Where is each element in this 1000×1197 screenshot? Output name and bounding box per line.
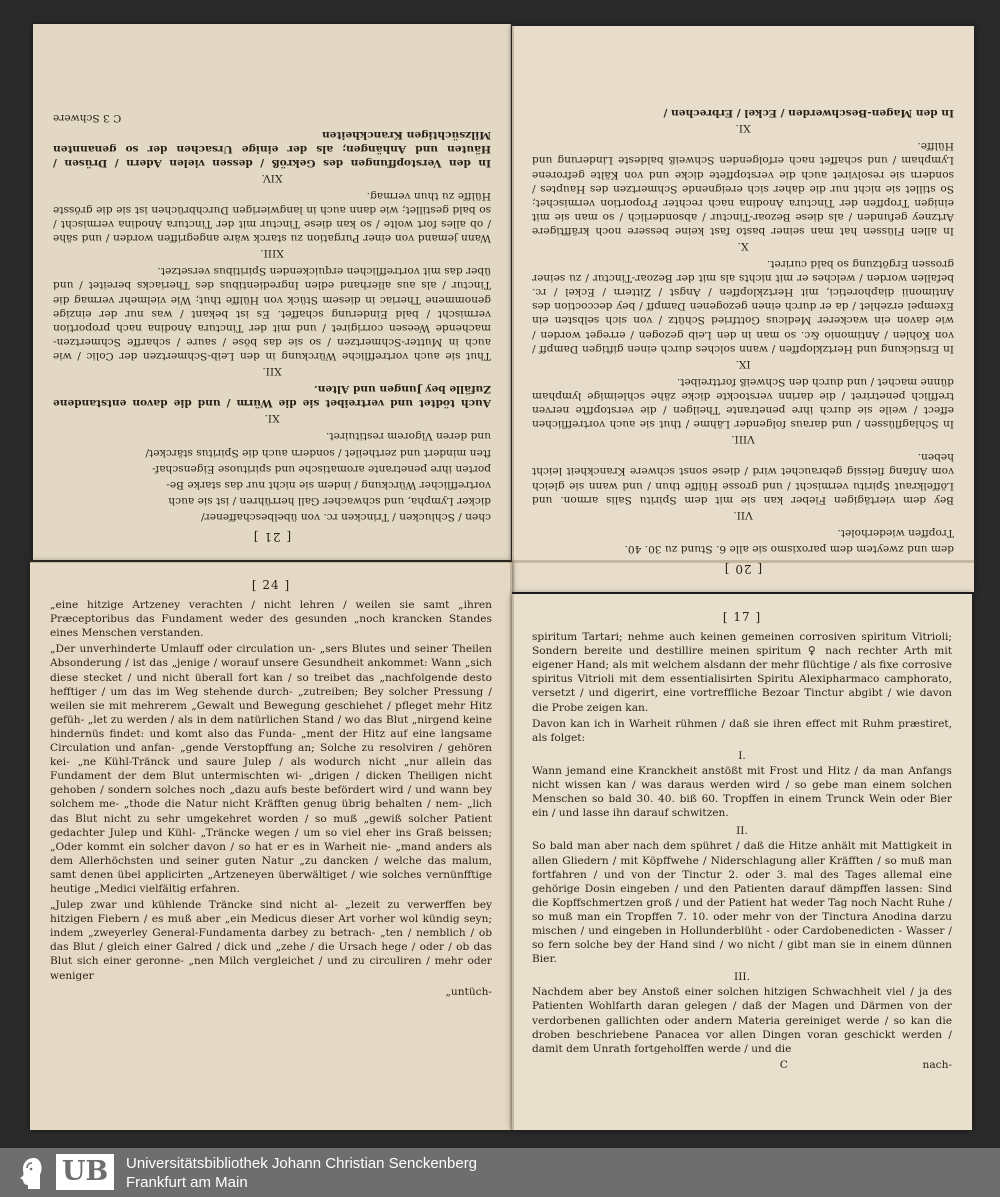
section-heading: I. bbox=[738, 749, 746, 762]
section-text: So bald man aber nach dem spühret / daß die Hitze anhält mit Mattigkeit in allen Gliedern / mit Köpffwehe / Niderschlagung aller Kräfften / so muß man fortfahren / und von der Tinctur 2. oder 3. mal des Tages allemal eine gehörige Dosin eingeben / und den Patienten darauf dämpffen lassen: Sind die Kopffschmertzen groß / und der Patient hat weder Tag noch Nacht Ruhe / so muß man ein Tropffen 7. 10. oder mehr von der Tinctura Anodina darzu mischen / und eingeben in Hollunderblüht - oder Cardobenedicten - Wasser / so fern solche bey der Hand sind / wo nicht / gibt man sie in einem dünnen Bier. bbox=[532, 840, 952, 966]
page-21-content bbox=[33, 24, 511, 560]
section-text: In Erstickung und Hertzklopffen / wann solches durch einen giftigen Dampff / von Kohlen / Antimonio &c. so man in den Leib gezogen / erreget worden / wie davon ein wackerer Medicus Gottfried Schütz / von sich selbsten ein Exempel erzehlet / da er durch einen gezogenen Dampff / bey deccoction des Antimonii diaphoretici, mit Hertzklopffen / Angst / Zittern / Eckel / rc. befallen worden / welches er mit nichts als mit der Bezoar-Tinctur / zu seiner grossen Ergötzung so bald curiret. bbox=[532, 258, 954, 355]
vertical-fold bbox=[510, 24, 514, 1130]
text-line: und deren Vigorem restituiret. bbox=[326, 430, 491, 443]
page-20-content bbox=[512, 26, 974, 592]
section-text: In den Verstopffungen des Gekröß / dessen vielen Adern / Drüsen / Häuten und Anhängen; als der einige Ursachen der so genannten Milzsüchtigen Kranckheiten bbox=[53, 128, 491, 169]
text-line: porten ihre penetrante aromatische und spirituose Eigenschaf- bbox=[152, 462, 491, 475]
section-text: Thut sie auch vortreffliche Würckung in den Leib-Schmertzen der Colic / wie auch in Mutter-Schmertzen / so sie das böse / saure / scharffe Schmertzen-machende Weesen corrigiret / und mit der Tinctura Anodina nach proportion vermischt / bald Einderung schaffet. Es ist bekant / was nur der einzige genommene Theriac in diesem Stück von Hülffe thut; Wie vielmehr vermag die Tinctur / als aus allerhand edlen Ingredientibus des Theriacks bereitet / und über das mit vortrefflichen erquickenden Spiritibus versetzet. bbox=[53, 265, 491, 362]
section-text: Wann jemand von einer Purgation zu starck wäre angegriffen worden / und sähe / ob alles fort wolte / so kan diese Tinctur mit der Tinctura Anodina vermischt / so bald gestillet; wie dann auch in langwierigen Durchbrüchen ist sie die grösste Hülffe zu thun vermag. bbox=[53, 189, 491, 245]
library-footer bbox=[0, 1148, 1000, 1197]
section-heading: VIII. bbox=[731, 433, 755, 446]
text-line: chen / Schlucken / Trincken rc. von übelbeschaffener/ bbox=[201, 510, 491, 523]
section-text: Auch tödtet und vertreibet sie die Würm / und die davon entstandene Zufälle bey Jungen und Alten. bbox=[53, 383, 491, 410]
paragraph: „eine hitzige Artzeney verachten / nicht lehren / weilen sie samt „ihren Præceptoribus das Fundament weder des gesunden „noch krancken Standes eines Menschen verstanden. bbox=[50, 599, 492, 640]
text-line: Tropffen wiederholet. bbox=[837, 526, 954, 539]
paragraph: „Julep zwar und kühlende Träncke sind nicht al- „lezeit zu verwerffen bey hitzigen Fiebern / es muß aber „ein Medicus dieser Art vorher wol kündig seyn; indem „zweyerley General-Fundamenta darbey zu betrach- „ten / nemblich / ob das Blut / gleich einer Galred / dick und „zehe / die Ursach hege / oder / ob das Blut sich einer geronne- „nen Milch vergleichet / und zu circuliren / mehr oder weniger bbox=[50, 899, 492, 982]
section-heading: XII. bbox=[262, 365, 282, 378]
page-number: [ 24 ] bbox=[251, 578, 291, 592]
page-17 bbox=[512, 594, 972, 1130]
page-24 bbox=[30, 562, 512, 1130]
institution-city: Frankfurt am Main bbox=[126, 1174, 248, 1191]
ub-logo-text: UB bbox=[56, 1154, 114, 1190]
institution-name[interactable]: Universitätsbibliothek Johann Christian Senckenberg bbox=[126, 1155, 478, 1172]
page-number: [ 20 ] bbox=[723, 562, 763, 576]
paragraph: „Der unverhinderte Umlauff oder circulation un- „sers Blutes und seiner Theilen Absonderung / ist das „jenige / worauf unsere Gesundheit ankommet: Wann „sich diese stecket / und nicht überall fort kan / so treibet das „nachfolgende desto hefftiger / um das im Weg stehende durch- „zutreiben; Bey solcher Pressung / weilen sie mit mehrerem „Gewalt und Bewegung geschiehet / pfleget mehr Hitz gefüh- „let zu werden / als in dem natürlichen Stand / wo das Blut „nirgend keine hindernüs findet: und komt also das Funda- „ment der Hitz auf eine langsame Circulation und anfan- „gende Verstopffung an; Solche zu resolviren / gehören kei- „ne Kühl-Tränck und saure Julep / als wodurch nicht „nur allein das Fundament der dem Blut untermischten wi- „drigen / dicken Theiligen nicht gehoben / sondern solches noch „dazu aufs beste befördert wird / und wann bey solchem me- „thode die Natur nicht Kräfften genug übrig behalten / nem- „lich das Blut nicht zu sehr umgekehret worden / so muß „gewiß solcher Patient gedachter Julep und Kühl- „Träncke wegen / um so viel eher ins Graß beissen; „Oder kommt ein solcher davon / so hat er es in Warheit nie- „mand anders als dem Allerhöchsten und seiner guten Natur „zu dancken / welche das malum, samt denen übel applicirten „Artzeneyen überwältiget / wie solches vernünfftige heutige „Medici vielfältig erfahren. bbox=[50, 643, 492, 895]
text-line: dicker Lympha, und schwacher Gall herrühren / ist sie auch bbox=[168, 494, 491, 507]
signature-mark: C bbox=[779, 1058, 788, 1071]
catchword-text: nach- bbox=[922, 1058, 952, 1071]
section-heading: X. bbox=[737, 240, 749, 253]
signature-mark: C 3 Schwere bbox=[53, 112, 122, 125]
section-heading: XIII. bbox=[260, 247, 284, 260]
section-heading: XI. bbox=[735, 122, 751, 135]
paragraph: spiritum Tartari; nehme auch keinen gemeinen corrosiven spiritum Vitrioli; Sondern bereite und destillire meinen spiritum ♀ nach rechter Arth mit eigener Hand; als mit welchem alsdann der mehr flüchtige / als fixe corrosive spiritus Vitrioli mit dem essentialisirten Spiritu Alexipharmaco camphorato, versetzt / und digerirt, eine vortreffliche Bezoar Tinctur abgibt / wie davon die Probe zeigen kan. bbox=[532, 631, 952, 714]
section-text: In Schlagflüssen / und daraus folgender Lähme / thut sie auch vortrefflichen effect / weile sie durch ihre penetrante Theilgen / die verstopffte nerven trefflich penetriret / die darinn verstockte dicke zähe schleimige lympham dünne machet / und durch den Schweiß forttreibet. bbox=[532, 375, 954, 431]
section-heading: IX. bbox=[735, 357, 751, 370]
page-17-content bbox=[512, 594, 972, 1130]
section-heading: XIV. bbox=[261, 171, 283, 184]
text-line: dem und zweytem dem paroxismo sie alle 6. Stund zu 30. 40. bbox=[624, 542, 954, 555]
goethe-portrait-icon bbox=[8, 1154, 52, 1190]
section-heading: XI. bbox=[264, 412, 280, 425]
page-24-content bbox=[30, 562, 512, 1130]
page-number: [ 17 ] bbox=[722, 610, 762, 624]
page-number: [ 21 ] bbox=[252, 530, 292, 544]
text-line: ften mindert und zertheilet / sondern auch die Spiritus stärcket/ bbox=[145, 446, 491, 459]
section-text: In den Magen-Beschwerden / Eckel / Erbrechen / bbox=[663, 107, 954, 120]
catchword bbox=[532, 1058, 952, 1072]
section-heading: III. bbox=[734, 971, 750, 984]
section-heading: VII. bbox=[733, 508, 753, 521]
paragraph: Davon kan ich in Warheit rühmen / daß sie ihren effect mit Ruhm præstiret, als folget: bbox=[532, 717, 952, 744]
page-21-upside-down bbox=[33, 24, 511, 560]
catchword: „untüch- bbox=[445, 985, 492, 998]
section-text: Bey dem viertägigen Fieber kan sie mit dem Spiritu Salis armon. und Löffelkraut Spiritu vermischt / und grosse Hülffe thun / und wann sie gleich vom Anfang fleissig gebrauchet wird / diese sonst schwere Kranckheit leicht heben. bbox=[532, 451, 954, 506]
horizontal-fold bbox=[30, 560, 975, 563]
section-text: Nachdem aber bey Anstoß einer solchen hitzigen Schwachheit viel / ja des Patienten Wohlfarth daran gelegen / daß der Magen und Därmen von der verdorbenen gallichten oder andern Materia gereiniget werde / so kan die droben beschriebene Panacea vor allen Dingen voran geschickt werden / damit dem Unrath fortgeholffen werde / und die bbox=[532, 986, 952, 1055]
text-line: vortrefflicher Würckung / indem sie nicht nur das starke Be- bbox=[166, 478, 491, 491]
section-heading: II. bbox=[736, 825, 748, 838]
section-text: In allen Flüssen hat man seiner basto fast keine bessere noch kräfftigere Artzney gefunden / als diese Bezoar-Tinctur / absonderlich / so man sie mit einigen Tropffen der Tinctura Anodina nach rechter Proportion vermischet; So stillet sie nicht nur die daher sich ereignende Schmertzen des Hauptes / sondern sie resolviret auch die verstopffete dicke und von Kälte gefrorene Lympham / und schaffet nach erfolgenden Schweiß baldeste Linderung und Hülffe. bbox=[532, 140, 954, 237]
page-20-upside-down bbox=[512, 26, 974, 592]
section-text: Wann jemand eine Kranckheit anstößt mit Frost und Hitz / da man Anfangs nicht wissen kan / was daraus werden wird / so gebe man einem solchen Menschen so bald 30. 40. biß 60. Tropffen in einem Trunck Wein oder Bier ein / und lasse ihn darauf schwitzen. bbox=[532, 764, 952, 820]
library-logo[interactable] bbox=[8, 1152, 116, 1192]
